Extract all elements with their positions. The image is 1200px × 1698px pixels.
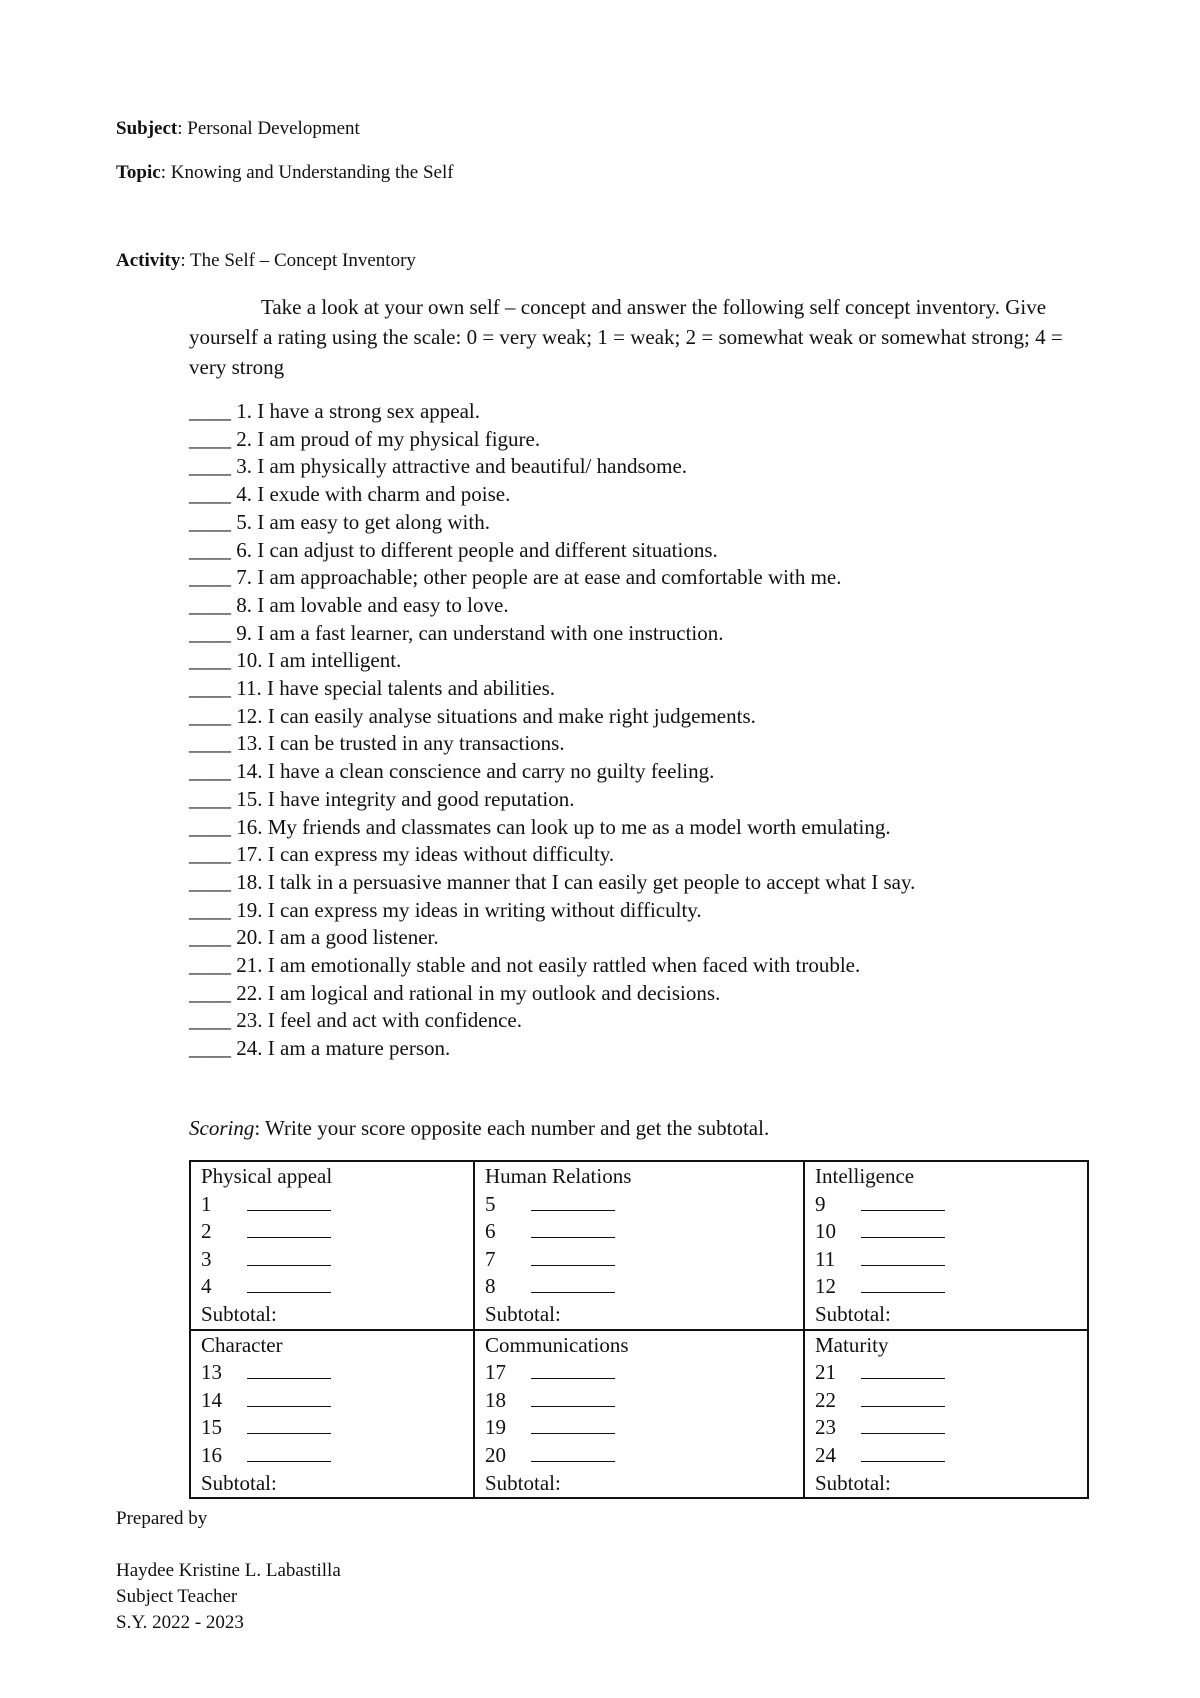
- inventory-item: ____ 2. I am proud of my physical figure.: [189, 426, 541, 451]
- score-table-row: [190, 1330, 1088, 1499]
- score-blank[interactable]: [247, 1192, 331, 1211]
- item-number: 13: [201, 1360, 222, 1385]
- item-number: 16: [201, 1442, 222, 1467]
- score-blank[interactable]: [531, 1274, 615, 1293]
- score-blank[interactable]: [861, 1274, 945, 1293]
- inventory-item: ____ 12. I can easily analyse situations and make right judgements.: [189, 703, 756, 728]
- teacher-role: Subject Teacher: [116, 1586, 238, 1607]
- inventory-item: ____ 6. I can adjust to different people and different situations.: [189, 537, 718, 562]
- item-number: 2: [201, 1219, 212, 1244]
- item-number: 7: [485, 1246, 496, 1271]
- score-blank[interactable]: [861, 1388, 945, 1407]
- category-title: Intelligence: [815, 1164, 915, 1188]
- score-blank[interactable]: [531, 1443, 615, 1462]
- inventory-item: ____ 1. I have a strong sex appeal.: [189, 399, 480, 423]
- score-blank[interactable]: [531, 1360, 615, 1379]
- inventory-item: ____ 13. I can be trusted in any transactions.: [189, 731, 565, 756]
- topic-line: [116, 162, 454, 184]
- inventory-item: ____ 17. I can express my ideas without difficulty.: [189, 842, 615, 867]
- item-number: 19: [485, 1415, 506, 1440]
- item-number: 23: [815, 1415, 836, 1440]
- inventory-item: ____ 24. I am a mature person.: [189, 1036, 451, 1061]
- item-number: 17: [485, 1360, 506, 1385]
- item-number: 9: [815, 1191, 826, 1216]
- category-title: Communications: [485, 1332, 629, 1357]
- instructions-paragraph: Take a look at your own self – concept and answer the following self concept inventory. Give yourself a rating using the scale: 0 = very weak; 1 = weak; 2 = somewhat weak or somewhat strong; 4 = very strong: [189, 295, 1063, 379]
- score-blank[interactable]: [861, 1192, 945, 1211]
- inventory-item: ____ 19. I can express my ideas in writing without difficulty.: [189, 897, 702, 922]
- score-blank[interactable]: [861, 1219, 945, 1238]
- score-cell-intelligence: [804, 1161, 1088, 1330]
- score-blank[interactable]: [247, 1274, 331, 1293]
- category-title: Character: [201, 1332, 283, 1357]
- topic-value: : Knowing and Understanding the Self: [160, 162, 454, 183]
- subject-label: Subject: [116, 118, 178, 139]
- inventory-item: ____ 22. I am logical and rational in my outlook and decisions.: [189, 980, 721, 1005]
- inventory-item: ____ 15. I have integrity and good reputation.: [189, 786, 575, 811]
- score-blank[interactable]: [247, 1443, 331, 1462]
- score-cell-character: [190, 1330, 474, 1499]
- inventory-item: ____ 11. I have special talents and abilities.: [189, 676, 556, 701]
- inventory-item: ____ 18. I talk in a persuasive manner that I can easily get people to accept what I say.: [189, 869, 916, 894]
- item-number: 20: [485, 1442, 506, 1467]
- scoring-label: Scoring: [189, 1116, 255, 1140]
- item-number: 24: [815, 1442, 836, 1467]
- inventory-item: ____ 3. I am physically attractive and beautiful/ handsome.: [189, 454, 688, 479]
- item-number: 15: [201, 1415, 222, 1440]
- item-number: 8: [485, 1274, 496, 1299]
- item-number: 14: [201, 1387, 222, 1412]
- scoring-text: : Write your score opposite each number and get the subtotal.: [254, 1116, 770, 1140]
- score-blank[interactable]: [247, 1360, 331, 1379]
- score-cell-communications: [474, 1330, 804, 1499]
- subtotal-label: Subtotal:: [815, 1470, 891, 1495]
- activity-value: : The Self – Concept Inventory: [180, 250, 416, 271]
- score-blank[interactable]: [531, 1192, 615, 1211]
- category-title: Physical appeal: [201, 1164, 333, 1188]
- inventory-item: ____ 14. I have a clean conscience and carry no guilty feeling.: [189, 759, 715, 784]
- inventory-item: ____ 21. I am emotionally stable and not easily rattled when faced with trouble.: [189, 953, 861, 978]
- item-number: 5: [485, 1191, 496, 1216]
- item-number: 6: [485, 1219, 496, 1244]
- score-blank[interactable]: [247, 1219, 331, 1238]
- inventory-item: ____ 8. I am lovable and easy to love.: [189, 592, 509, 617]
- subject-line: [116, 118, 360, 140]
- score-blank[interactable]: [247, 1388, 331, 1407]
- item-number: 4: [201, 1274, 212, 1299]
- score-blank[interactable]: [531, 1219, 615, 1238]
- item-number: 18: [485, 1387, 506, 1412]
- score-cell-maturity: [804, 1330, 1088, 1499]
- item-number: 21: [815, 1360, 836, 1385]
- score-blank[interactable]: [861, 1247, 945, 1266]
- scoring-instructions: [189, 1116, 769, 1141]
- inventory-item: ____ 23. I feel and act with confidence.: [189, 1008, 522, 1033]
- score-blank[interactable]: [531, 1415, 615, 1434]
- subject-value: : Personal Development: [177, 118, 360, 139]
- score-blank[interactable]: [861, 1360, 945, 1379]
- item-number: 12: [815, 1274, 836, 1299]
- inventory-item: ____ 10. I am intelligent.: [189, 648, 402, 673]
- subtotal-label: Subtotal:: [485, 1301, 561, 1326]
- category-title: Human Relations: [485, 1164, 632, 1188]
- prepared-by-label: Prepared by: [116, 1508, 208, 1529]
- teacher-name: Haydee Kristine L. Labastilla: [116, 1560, 341, 1581]
- score-table: [189, 1160, 1089, 1499]
- activity-line: [116, 250, 416, 272]
- subtotal-label: Subtotal:: [201, 1301, 277, 1326]
- school-year: S.Y. 2022 - 2023: [116, 1612, 244, 1633]
- subtotal-label: Subtotal:: [485, 1470, 561, 1495]
- score-table-row: [190, 1161, 1088, 1330]
- score-blank[interactable]: [861, 1443, 945, 1462]
- inventory-item: ____ 5. I am easy to get along with.: [189, 509, 490, 534]
- score-cell-human-relations: [474, 1161, 804, 1330]
- score-blank[interactable]: [531, 1388, 615, 1407]
- subtotal-label: Subtotal:: [815, 1301, 891, 1326]
- subtotal-label: Subtotal:: [201, 1470, 277, 1495]
- topic-label: Topic: [116, 162, 161, 183]
- item-number: 3: [201, 1246, 212, 1271]
- category-title: Maturity: [815, 1332, 889, 1357]
- item-number: 22: [815, 1387, 836, 1412]
- item-number: 10: [815, 1219, 836, 1244]
- score-cell-physical-appeal: [190, 1161, 474, 1330]
- score-blank[interactable]: [247, 1415, 331, 1434]
- inventory-item: ____ 9. I am a fast learner, can understand with one instruction.: [189, 620, 724, 645]
- inventory-item: ____ 20. I am a good listener.: [189, 925, 439, 950]
- item-number: 11: [815, 1246, 836, 1271]
- score-blank[interactable]: [861, 1415, 945, 1434]
- inventory-list: [189, 398, 915, 1063]
- item-number: 1: [201, 1191, 212, 1216]
- inventory-item: ____ 16. My friends and classmates can look up to me as a model worth emulating.: [189, 814, 891, 839]
- score-blank[interactable]: [247, 1247, 331, 1266]
- activity-label: Activity: [116, 250, 181, 271]
- inventory-item: ____ 4. I exude with charm and poise.: [189, 482, 511, 507]
- score-blank[interactable]: [531, 1247, 615, 1266]
- inventory-item: ____ 7. I am approachable; other people are at ease and comfortable with me.: [189, 565, 842, 590]
